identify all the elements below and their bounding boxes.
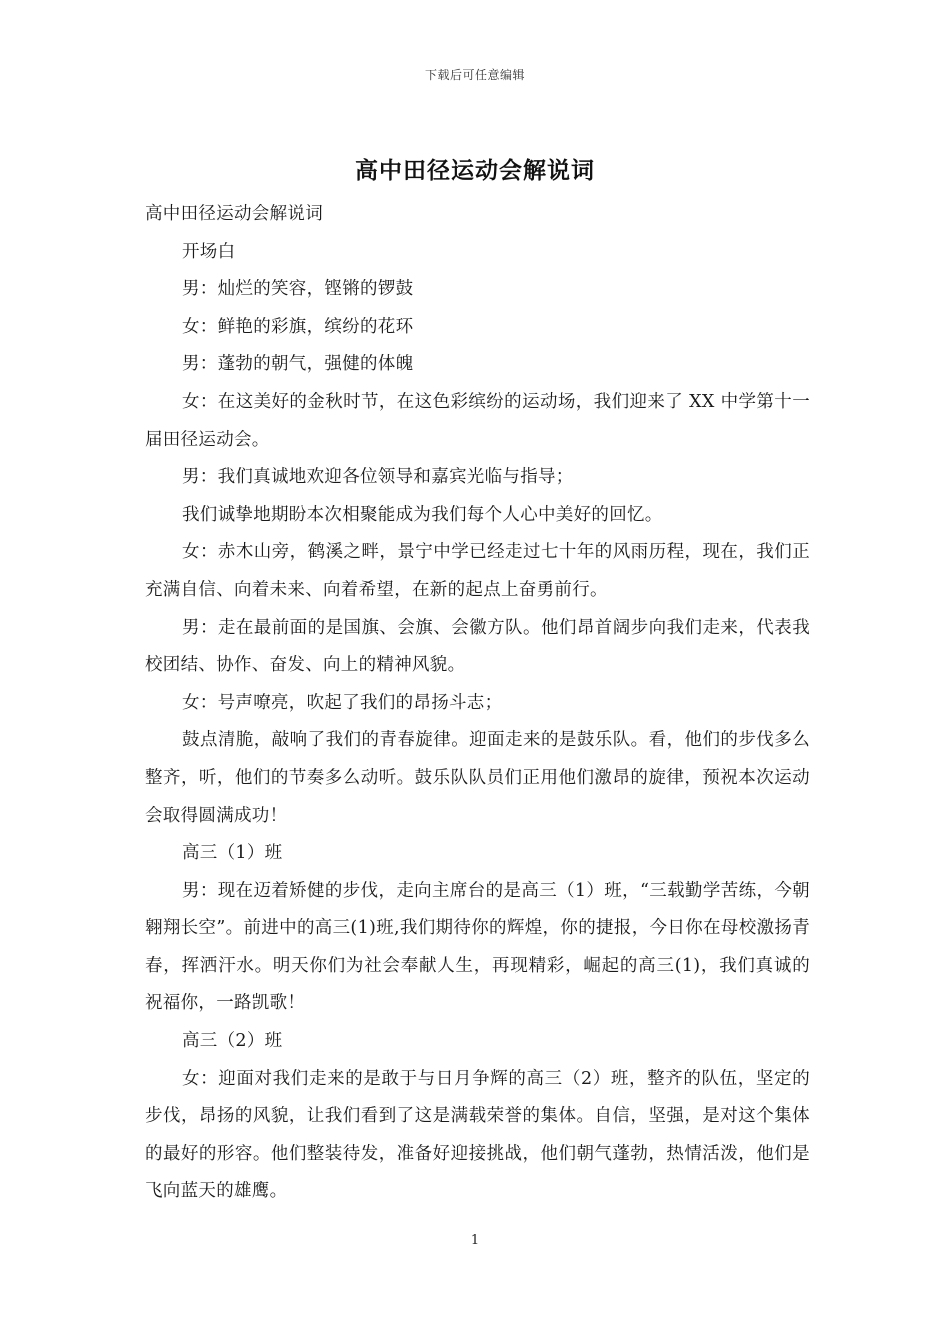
paragraph: 男：现在迈着矫健的步伐，走向主席台的是高三（1）班，“三载勤学苦练，今朝翱翔长空”。前进中的高三(1)班,我们期待你的辉煌，你的捷报，今日你在母校激扬青春，挥洒汗水。明天你们为社会奉献人生，再现精彩，崛起的高三(1)，我们真诚的祝福你，一路凯歌！ — [145, 880, 810, 1014]
paragraph: 女：迎面对我们走来的是敢于与日月争辉的高三（2）班，整齐的队伍，坚定的步伐，昂扬的风貌，让我们看到了这是满载荣誉的集体。自信，坚强，是对这个集体的最好的形容。他们整装待发，准备好迎接挑战，他们朝气蓬勃，热情活泼，他们是飞向蓝天的雄鹰。 — [145, 1068, 810, 1202]
paragraph: 高中田径运动会解说词 — [145, 204, 323, 224]
paragraph: 男：蓬勃的朝气，强健的体魄 — [182, 354, 414, 375]
paragraph: 开场白 — [182, 241, 236, 262]
section-heading: 高三（2）班 — [182, 1031, 283, 1052]
paragraph: 女：号声嘹亮，吹起了我们的昂扬斗志； — [182, 692, 503, 713]
paragraph: 男：走在最前面的是国旗、会旗、会徽方队。他们昂首阔步向我们走来，代表我校团结、协作、奋发、向上的精神风貌。 — [145, 617, 810, 676]
page-header-note: 下载后可任意编辑 — [424, 68, 525, 82]
document-body — [145, 196, 810, 1211]
document-title: 高中田径运动会解说词 — [355, 157, 595, 184]
page-number: 1 — [470, 1233, 480, 1248]
paragraph: 女：在这美好的金秋时节，在这色彩缤纷的运动场，我们迎来了 XX 中学第十一届田径运动会。 — [145, 391, 810, 450]
paragraph: 我们诚挚地期盼本次相聚能成为我们每个人心中美好的回忆。 — [182, 504, 663, 525]
paragraph: 男：灿烂的笑容，铿锵的锣鼓 — [182, 279, 414, 300]
section-heading: 高三（1）班 — [182, 843, 283, 864]
paragraph: 鼓点清脆，敲响了我们的青春旋律。迎面走来的是鼓乐队。看，他们的步伐多么整齐，听，他们的节奏多么动听。鼓乐队队员们正用他们激昂的旋律，预祝本次运动会取得圆满成功！ — [145, 730, 810, 826]
paragraph: 男：我们真诚地欢迎各位领导和嘉宾光临与指导； — [182, 467, 574, 488]
paragraph: 女：赤木山旁，鹤溪之畔，景宁中学已经走过七十年的风雨历程，现在，我们正充满自信、向着未来、向着希望，在新的起点上奋勇前行。 — [145, 542, 810, 600]
paragraph: 女：鲜艳的彩旗，缤纷的花环 — [182, 316, 414, 337]
